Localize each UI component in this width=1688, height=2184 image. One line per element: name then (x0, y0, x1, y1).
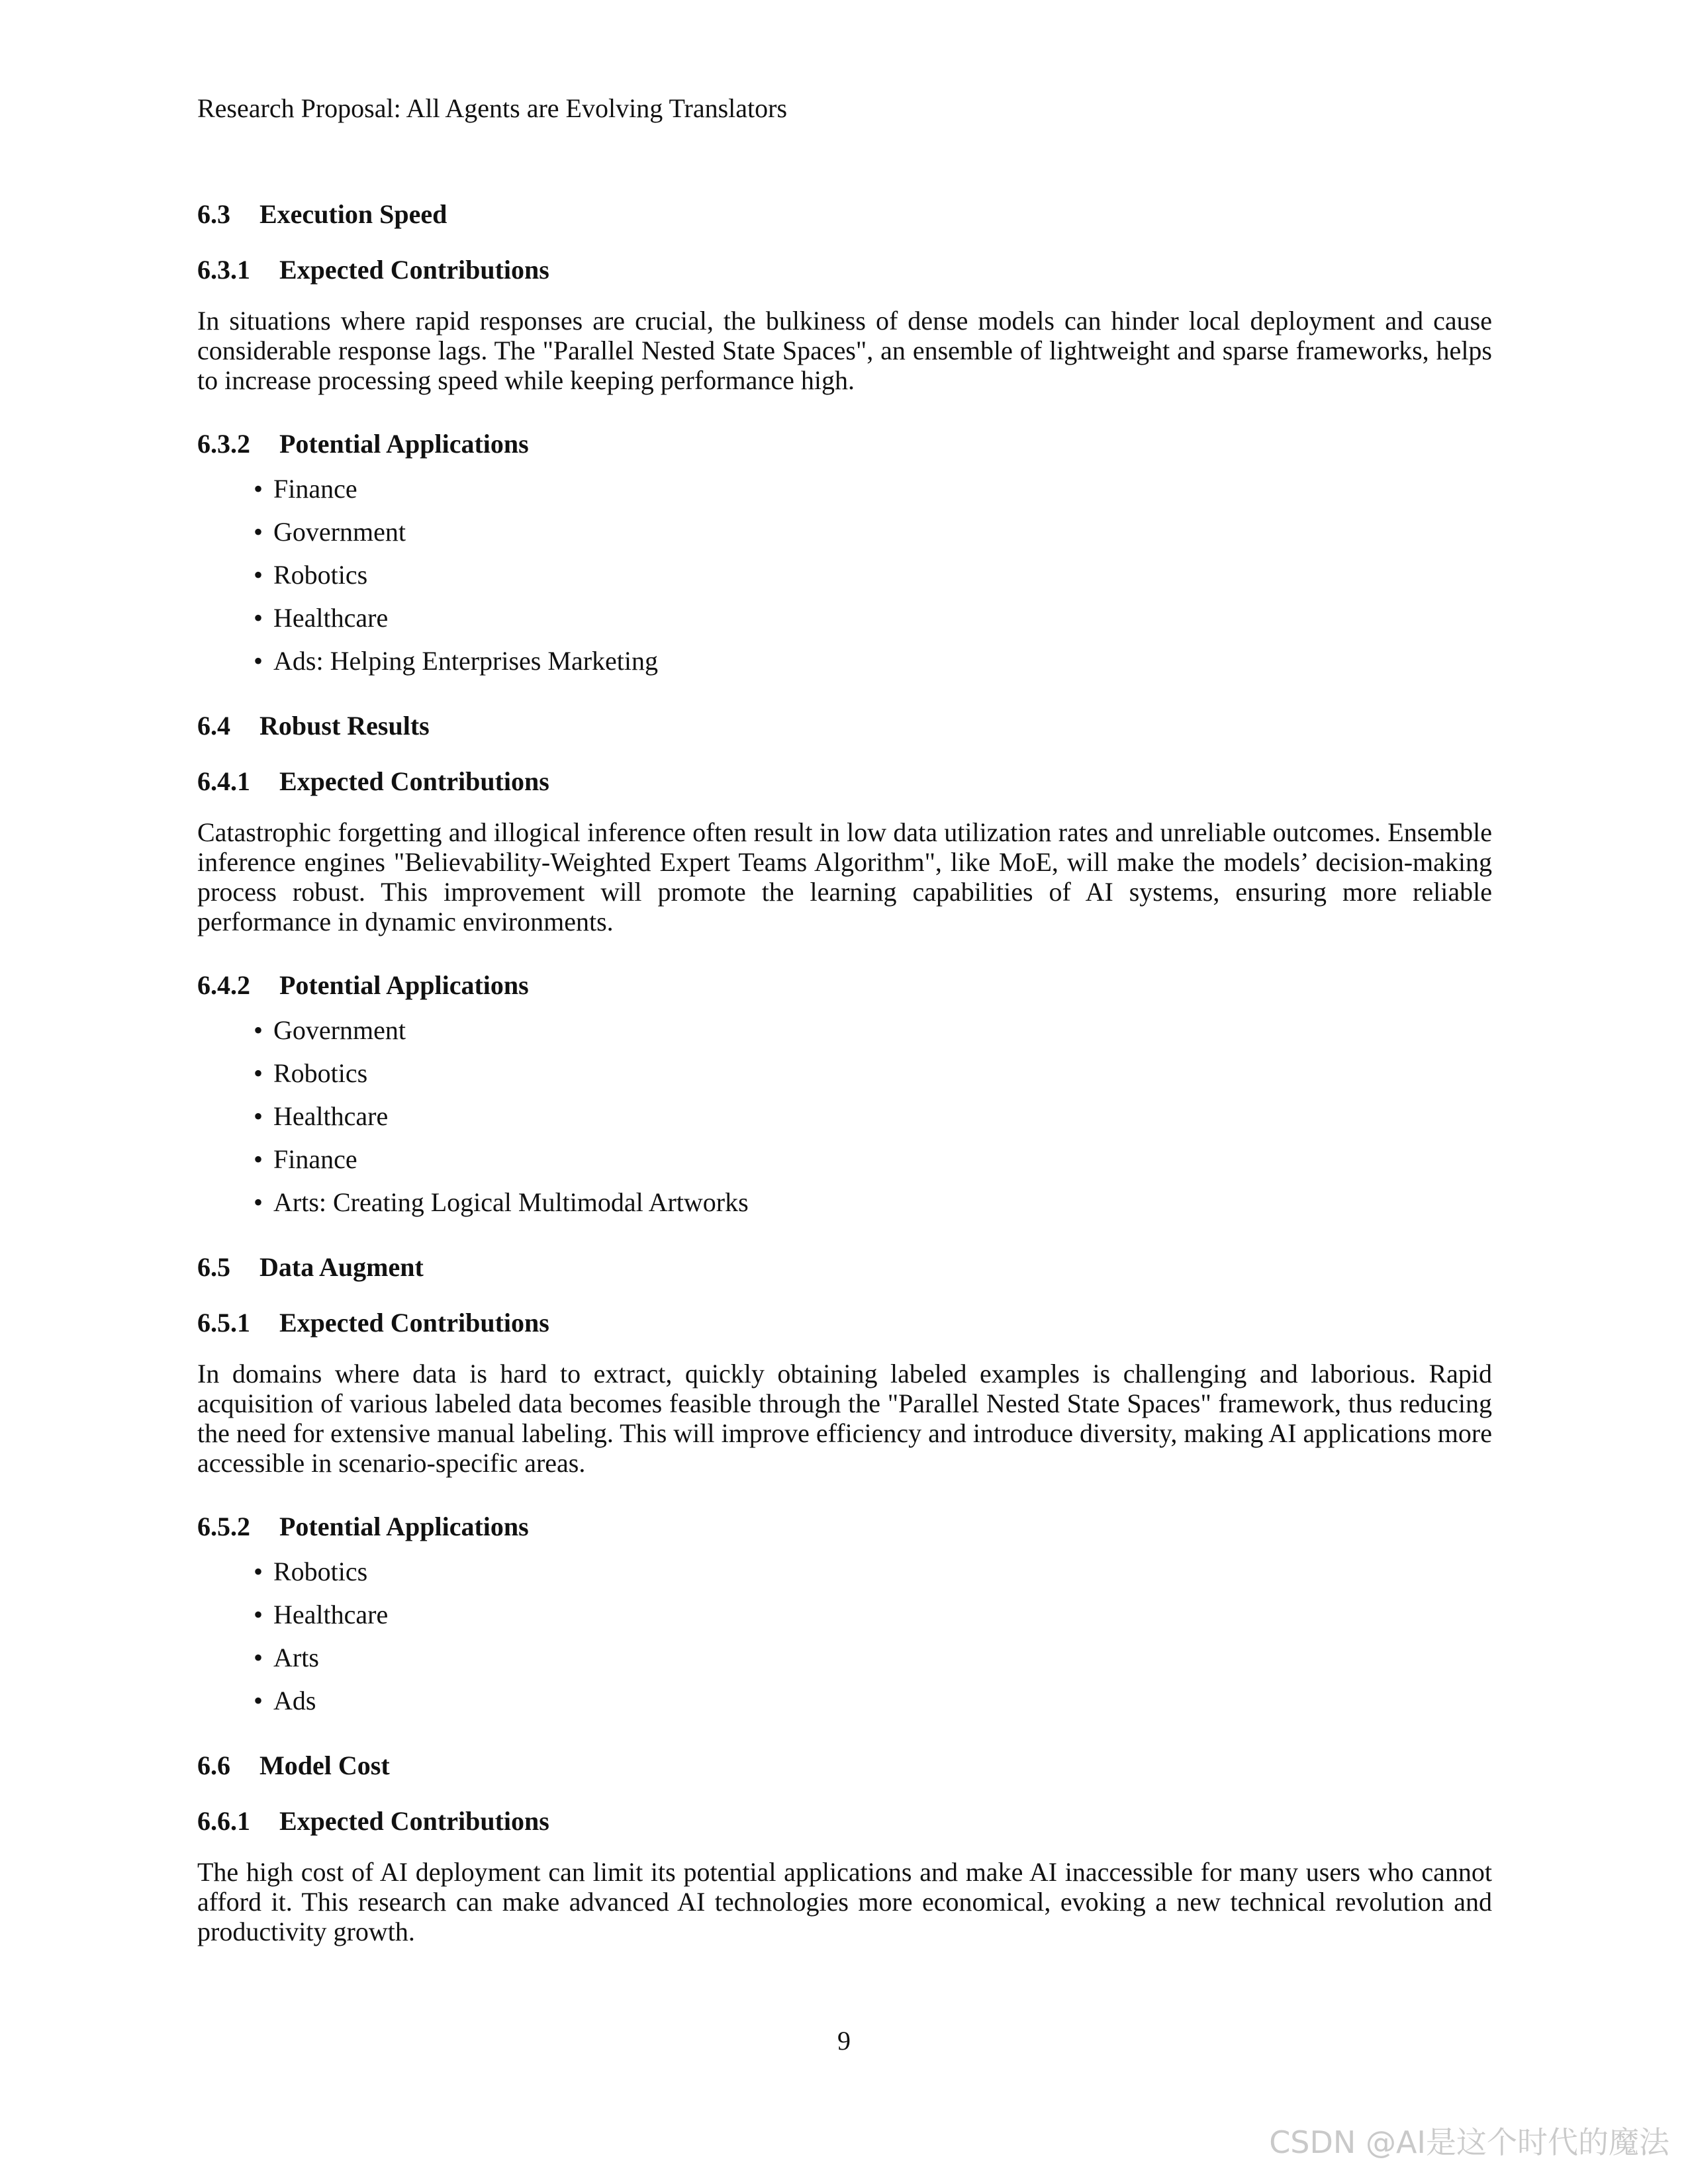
list-item (254, 516, 1492, 548)
subsection-heading (197, 254, 1492, 286)
watermark: CSDN @AI是这个时代的魔法 (1269, 2124, 1669, 2160)
bullet-icon: • (254, 1015, 263, 1045)
list-item-text: Ads: Helping Enterprises Marketing (273, 646, 658, 676)
list-item (254, 1685, 1492, 1717)
section-heading (197, 710, 1492, 742)
bullet-list (197, 1556, 1492, 1717)
bullet-icon: • (254, 474, 263, 504)
list-item-text: Arts (273, 1643, 319, 1672)
section-title: Model Cost (259, 1751, 390, 1780)
section-6-3 (197, 199, 1492, 677)
bullet-list (197, 473, 1492, 677)
subsection-title: Potential Applications (279, 970, 529, 1000)
paragraph: In domains where data is hard to extract, quickly obtaining labeled examples is challenging and laborious. Rapid acquisition of various labeled data becomes feasible through the "Parallel Nested State Spaces" framework, thus reducing the need for extensive manual labeling. This will improve efficiency and introduce diversity, making AI applications more accessible in scenario-specific areas. (197, 1359, 1492, 1478)
subsection-title: Expected Contributions (279, 766, 549, 796)
list-item (254, 559, 1492, 591)
list-item-text: Finance (273, 474, 357, 504)
subsection-number: 6.3.1 (197, 255, 250, 285)
bullet-icon: • (254, 1101, 263, 1131)
bullet-icon: • (254, 1187, 263, 1217)
list-item-text: Finance (273, 1144, 357, 1174)
subsection-title: Expected Contributions (279, 255, 549, 285)
list-item-text: Ads (273, 1686, 316, 1715)
list-item (254, 645, 1492, 677)
list-item-text: Robotics (273, 1058, 368, 1088)
list-item-text: Healthcare (273, 603, 389, 633)
list-item-text: Arts: Creating Logical Multimodal Artworks (273, 1187, 749, 1217)
list-item-text: Healthcare (273, 1600, 389, 1629)
subsection-heading (197, 1307, 1492, 1339)
section-heading (197, 199, 1492, 230)
list-item (254, 1101, 1492, 1132)
running-header: Research Proposal: All Agents are Evolving Translators (197, 93, 788, 123)
subsection-heading (197, 428, 1492, 460)
subsection-number: 6.6.1 (197, 1806, 250, 1836)
bullet-icon: • (254, 1686, 263, 1715)
list-item (254, 1058, 1492, 1089)
section-6-6 (197, 1750, 1492, 1946)
section-heading (197, 1750, 1492, 1782)
list-item-text: Robotics (273, 1557, 368, 1586)
list-item-text: Government (273, 517, 406, 547)
list-item (254, 1144, 1492, 1175)
bullet-list (197, 1015, 1492, 1218)
subsection-number: 6.4.1 (197, 766, 250, 796)
section-heading (197, 1251, 1492, 1283)
subsection-title: Potential Applications (279, 429, 529, 459)
subsection-title: Expected Contributions (279, 1806, 549, 1836)
list-item-text: Robotics (273, 560, 368, 590)
list-item (254, 1187, 1492, 1218)
bullet-icon: • (254, 1058, 263, 1088)
section-number: 6.6 (197, 1751, 230, 1780)
page-number: 9 (837, 2026, 851, 2056)
subsection-heading (197, 1511, 1492, 1543)
list-item-text: Government (273, 1015, 406, 1045)
subsection-title: Expected Contributions (279, 1308, 549, 1338)
bullet-icon: • (254, 1643, 263, 1672)
list-item-text: Healthcare (273, 1101, 389, 1131)
paragraph: Catastrophic forgetting and illogical inference often result in low data utilization rates and unreliable outcomes. Ensemble inference engines "Believability-Weighted Expert Teams Algorithm", like MoE, will make the models’ decision-making process robust. This improvement will promote the learning capabilities of AI systems, ensuring more reliable performance in dynamic environments. (197, 817, 1492, 936)
bullet-icon: • (254, 646, 263, 676)
list-item (254, 1642, 1492, 1674)
page-body (197, 199, 1492, 1946)
subsection-title: Potential Applications (279, 1512, 529, 1541)
list-item (254, 1599, 1492, 1631)
paragraph: The high cost of AI deployment can limit its potential applications and make AI inaccessible for many users who cannot afford it. This research can make advanced AI technologies more economical, evoking a new technical revolution and productivity growth. (197, 1857, 1492, 1946)
section-number: 6.3 (197, 199, 230, 229)
bullet-icon: • (254, 603, 263, 633)
section-title: Data Augment (259, 1252, 424, 1282)
paragraph: In situations where rapid responses are crucial, the bulkiness of dense models can hinder local deployment and cause considerable response lags. The "Parallel Nested State Spaces", an ensemble of lightweight and sparse frameworks, helps to increase processing speed while keeping performance high. (197, 306, 1492, 395)
subsection-number: 6.5.2 (197, 1512, 250, 1541)
section-title: Robust Results (259, 711, 430, 741)
bullet-icon: • (254, 517, 263, 547)
bullet-icon: • (254, 1557, 263, 1586)
list-item (254, 1556, 1492, 1588)
section-number: 6.4 (197, 711, 230, 741)
bullet-icon: • (254, 560, 263, 590)
subsection-heading (197, 970, 1492, 1001)
subsection-number: 6.5.1 (197, 1308, 250, 1338)
list-item (254, 1015, 1492, 1046)
subsection-number: 6.4.2 (197, 970, 250, 1000)
subsection-heading (197, 1805, 1492, 1837)
list-item (254, 473, 1492, 505)
section-6-5 (197, 1251, 1492, 1717)
subsection-heading (197, 766, 1492, 797)
section-title: Execution Speed (259, 199, 447, 229)
bullet-icon: • (254, 1600, 263, 1629)
section-number: 6.5 (197, 1252, 230, 1282)
list-item (254, 602, 1492, 634)
section-6-4 (197, 710, 1492, 1218)
subsection-number: 6.3.2 (197, 429, 250, 459)
bullet-icon: • (254, 1144, 263, 1174)
